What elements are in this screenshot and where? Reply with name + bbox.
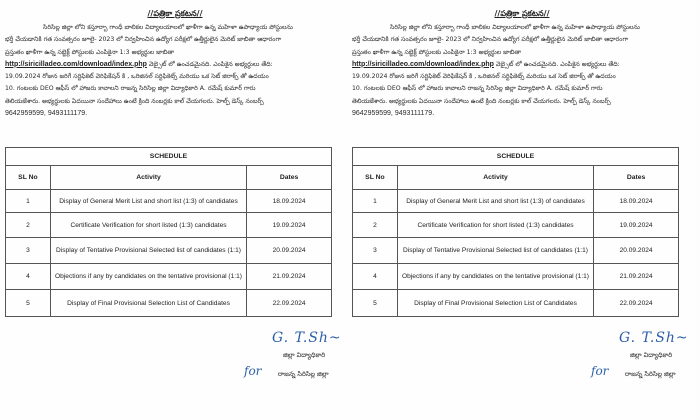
cell-sl: 3 bbox=[353, 238, 398, 264]
notice-line-1: సిరిసిల్ల జిల్లా లోని కస్తూర్బా గాంధీ బాలికల విద్యాలయాలలో ఖాళీగా ఉన్న మహిళా ఉపాధ్యాయ పోస్టులను bbox=[43, 24, 293, 31]
cell-activity: Display of General Merit List and short list (1:3) of candidates bbox=[50, 190, 246, 213]
cell-activity: Objections if any by candidates on the tentative provisional (1:1) bbox=[397, 264, 593, 290]
handwritten-for: for bbox=[591, 364, 609, 378]
cell-date: 22.09.2024 bbox=[247, 290, 332, 317]
cell-date: 19.09.2024 bbox=[594, 213, 679, 238]
handwritten-signature: G. T.Sh~ bbox=[272, 330, 342, 346]
cell-sl: 3 bbox=[6, 238, 51, 264]
col-header-sl: SL No bbox=[6, 166, 51, 190]
table-row bbox=[6, 264, 332, 290]
cell-date: 22.09.2024 bbox=[594, 290, 679, 317]
notice-line-1: సిరిసిల్ల జిల్లా లోని కస్తూర్బా గాంధీ బాలికల విద్యాలయాలలో ఖాళీగా ఉన్న మహిళా ఉపాధ్యాయ పోస్టులను bbox=[390, 24, 640, 31]
table-row bbox=[6, 290, 332, 317]
notice-line-4-text: వెబ్సైట్ లో ఉంచడమైనది. ఎంపికైన అభ్యర్థులు తేది: bbox=[495, 60, 620, 68]
notice-line-6: 10. గంటలకు DEO ఆఫీస్ లో హాజరు కావాలని రాజన్న సిరిసిల్ల జిల్లా విద్యాధికారి A. రమేష్ కుమార్ గారు bbox=[352, 85, 603, 93]
helpdesk-numbers: 9642959599, 9493111179. bbox=[352, 110, 435, 118]
notice-line-2: భర్తీ చేయడానికి గత సంవత్సరం జూలై- 2023 లో నిర్వహించిన ఉద్యోగ పరీక్షలో ఉత్తీర్ణులైన మెరిట్ జాబితా ఆధారంగా bbox=[5, 36, 282, 44]
notice-line-7: తెలియజేశారు. అభ్యర్థులకు ఏదయినా సందేహాలు ఉంటే క్రింది నంబర్లకు కాల్ చేయగలరు. హెల్ప్ డెస్క్ నంబర్స్ bbox=[5, 97, 264, 105]
col-header-dates: Dates bbox=[247, 166, 332, 190]
cell-sl: 2 bbox=[6, 213, 51, 238]
cell-activity: Certificate Verification for short listed (1:3) candidates bbox=[397, 213, 593, 238]
download-link[interactable]: http://siricilladeo.com/download/index.php bbox=[352, 60, 494, 68]
table-row bbox=[353, 213, 679, 238]
download-link[interactable]: http://siricilladeo.com/download/index.php bbox=[5, 60, 147, 68]
notice-line-5: 19.09.2024 రోజున జరిగే సర్టిఫికెట్ వెరిఫికేషన్ కి , ఒరిజినల్ సర్టిఫికెట్స్ మరియు ఒక సెట్ జిరాక్స్ తో ఉదయం bbox=[5, 73, 269, 81]
table-row bbox=[353, 290, 679, 317]
notice-body bbox=[352, 22, 684, 120]
cell-sl: 4 bbox=[353, 264, 398, 290]
table-row bbox=[6, 238, 332, 264]
notice-line-4 bbox=[352, 59, 684, 71]
cell-date: 18.09.2024 bbox=[247, 190, 332, 213]
notice-line-3: ప్రస్తుతం ఖాళీగా ఉన్న సబ్జెక్ట్ పోస్టులకు ఎంపికైనా 1:3 అభ్యర్థుల జాబితా bbox=[352, 48, 522, 56]
notice-title: //పత్రికా ప్రకటన// bbox=[147, 9, 203, 18]
table-row bbox=[6, 213, 332, 238]
cell-activity: Display of Tentative Provisional Selected list of candidates (1:1) bbox=[50, 238, 246, 264]
signatory-district: రాజన్న సిరిసిల్ల జిల్లా bbox=[278, 370, 329, 378]
cell-date: 21.09.2024 bbox=[594, 264, 679, 290]
notice-line-5: 19.09.2024 రోజున జరిగే సర్టిఫికెట్ వెరిఫికేషన్ కి , ఒరిజినల్ సర్టిఫికెట్స్ మరియు ఒక సెట్ జిరాక్స్ తో ఉదయం bbox=[352, 73, 616, 81]
notice-body bbox=[5, 22, 337, 120]
notice-line-3: ప్రస్తుతం ఖాళీగా ఉన్న సబ్జెక్ట్ పోస్టులకు ఎంపికైనా 1:3 అభ్యర్థుల జాబితా bbox=[5, 48, 175, 56]
cell-date: 18.09.2024 bbox=[594, 190, 679, 213]
schedule-table bbox=[5, 147, 332, 317]
handwritten-for: for bbox=[244, 364, 262, 378]
signatory-designation: జిల్లా విద్యాధికారి bbox=[283, 351, 326, 359]
notice-line-4-text: వెబ్సైట్ లో ఉంచడమైనది. ఎంపికైన అభ్యర్థులు తేది: bbox=[148, 60, 273, 68]
cell-date: 19.09.2024 bbox=[247, 213, 332, 238]
cell-activity: Display of Tentative Provisional Selected list of candidates (1:1) bbox=[397, 238, 593, 264]
notice-line-6: 10. గంటలకు DEO ఆఫీస్ లో హాజరు కావాలని రాజన్న సిరిసిల్ల జిల్లా విద్యాధికారి A. రమేష్ కుమార్ గారు bbox=[5, 85, 256, 93]
cell-sl: 5 bbox=[353, 290, 398, 317]
cell-sl: 5 bbox=[6, 290, 51, 317]
signatory-designation: జిల్లా విద్యాధికారి bbox=[630, 351, 673, 359]
cell-date: 21.09.2024 bbox=[247, 264, 332, 290]
col-header-activity: Activity bbox=[50, 166, 246, 190]
cell-sl: 1 bbox=[6, 190, 51, 213]
cell-activity: Certificate Verification for short listed (1:3) candidates bbox=[50, 213, 246, 238]
table-row bbox=[353, 190, 679, 213]
cell-activity: Objections if any by candidates on the tentative provisional (1:1) bbox=[50, 264, 246, 290]
notice-page-right bbox=[347, 0, 697, 420]
cell-activity: Display of Final Provisional Selection List of Candidates bbox=[50, 290, 246, 317]
notice-line-2: భర్తీ చేయడానికి గత సంవత్సరం జూలై- 2023 లో నిర్వహించిన ఉద్యోగ పరీక్షలో ఉత్తీర్ణులైన మెరిట్ జాబితా ఆధారంగా bbox=[352, 36, 629, 44]
cell-date: 20.09.2024 bbox=[594, 238, 679, 264]
cell-sl: 2 bbox=[353, 213, 398, 238]
table-row bbox=[6, 190, 332, 213]
cell-activity: Display of Final Provisional Selection List of Candidates bbox=[397, 290, 593, 317]
schedule-title: SCHEDULE bbox=[353, 148, 679, 166]
signatory-district: రాజన్న సిరిసిల్ల జిల్లా bbox=[625, 370, 676, 378]
handwritten-signature: G. T.Sh~ bbox=[619, 330, 689, 346]
helpdesk-numbers: 9642959599, 9493111179. bbox=[5, 110, 88, 118]
col-header-dates: Dates bbox=[594, 166, 679, 190]
cell-activity: Display of General Merit List and short list (1:3) of candidates bbox=[397, 190, 593, 213]
col-header-activity: Activity bbox=[397, 166, 593, 190]
col-header-sl: SL No bbox=[353, 166, 398, 190]
table-row bbox=[353, 238, 679, 264]
cell-sl: 1 bbox=[353, 190, 398, 213]
schedule-table bbox=[352, 147, 679, 317]
cell-sl: 4 bbox=[6, 264, 51, 290]
cell-date: 20.09.2024 bbox=[247, 238, 332, 264]
notice-line-4 bbox=[5, 59, 337, 71]
notice-title: //పత్రికా ప్రకటన// bbox=[494, 9, 550, 18]
schedule-title: SCHEDULE bbox=[6, 148, 332, 166]
table-row bbox=[353, 264, 679, 290]
notice-line-7: తెలియజేశారు. అభ్యర్థులకు ఏదయినా సందేహాలు ఉంటే క్రింది నంబర్లకు కాల్ చేయగలరు. హెల్ప్ డెస్క్ నంబర్స్ bbox=[352, 97, 611, 105]
